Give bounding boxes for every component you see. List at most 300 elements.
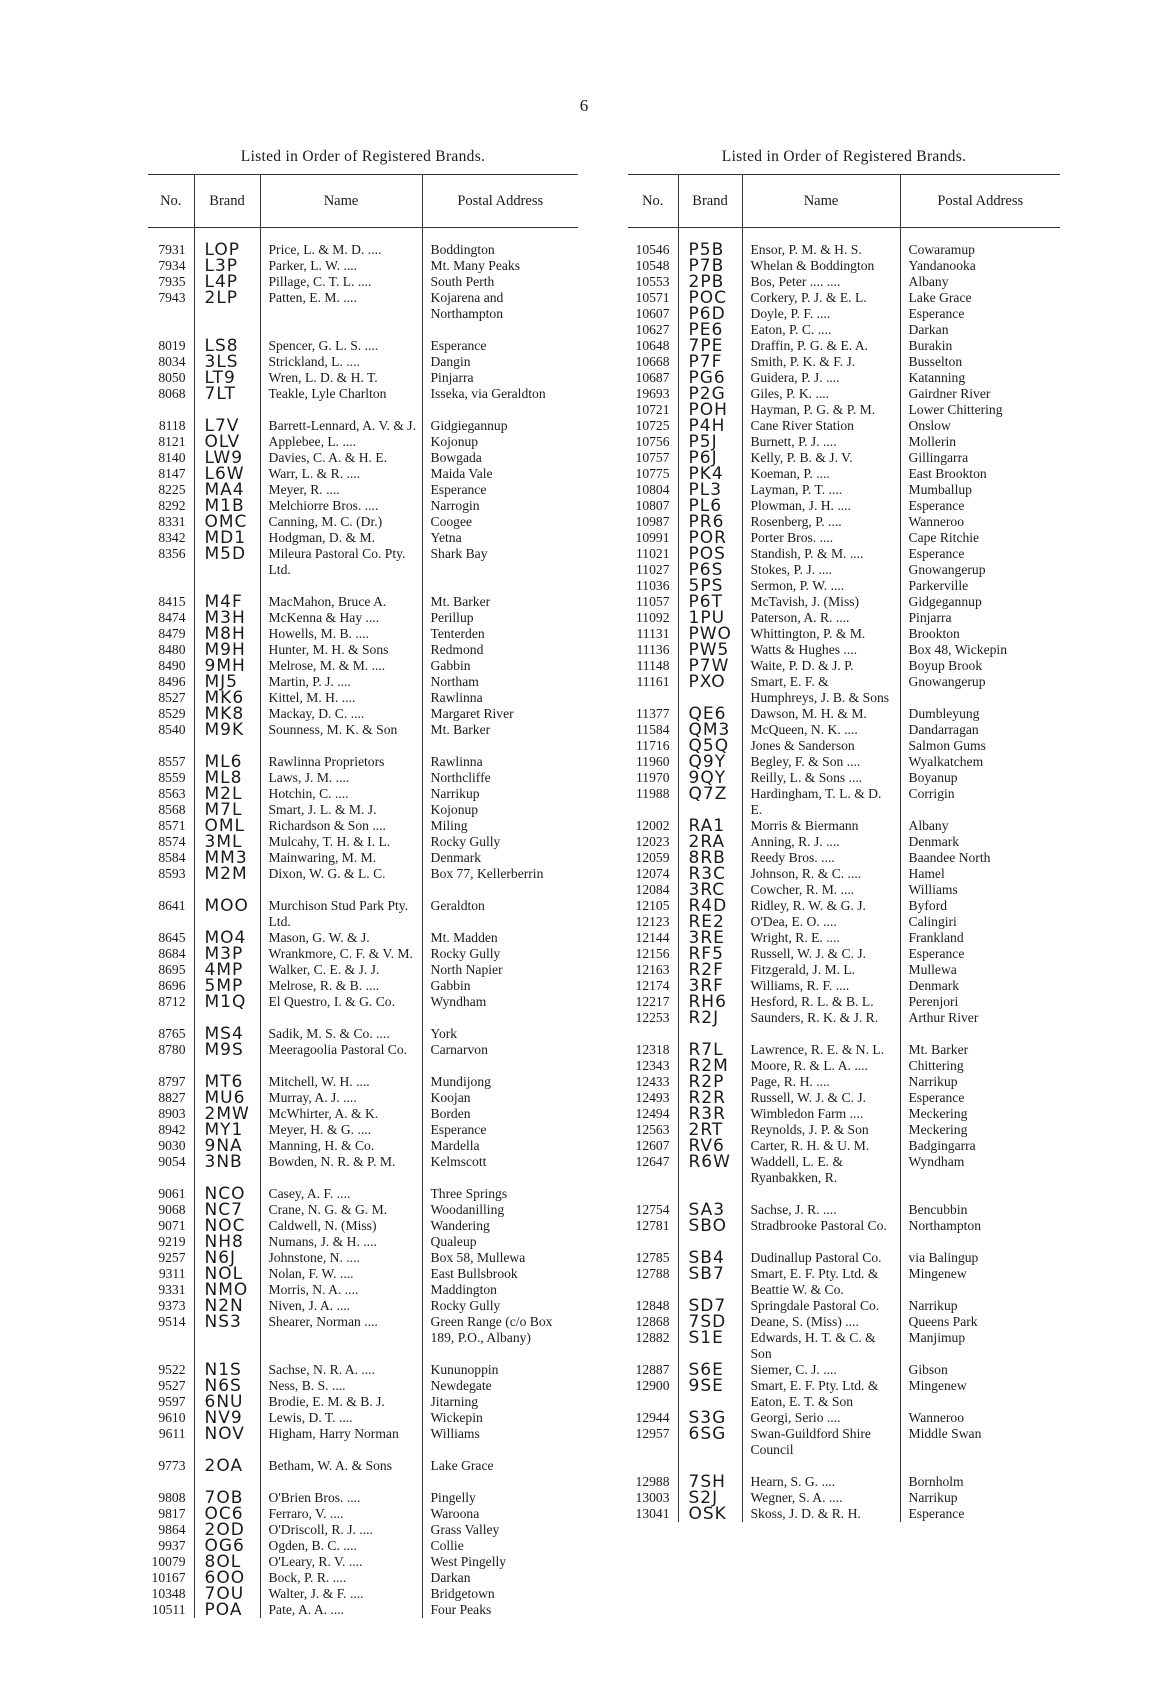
owner-name: Corkery, P. J. & E. L. [742, 290, 900, 306]
brand-mark: 7LT [194, 386, 260, 402]
brand-mark: 2PB [678, 274, 742, 290]
brand-column-header: Brand [194, 175, 260, 228]
postal-address: Pingelly [422, 1490, 578, 1506]
registration-number: 9061 [158, 1186, 186, 1201]
postal-address: Albany [900, 818, 1060, 834]
brand-mark: PL6 [678, 498, 742, 514]
brand-mark: 6NU [194, 1394, 260, 1410]
table-row [148, 1314, 578, 1346]
owner-name: Numans, J. & H. .... [260, 1234, 422, 1250]
table-row [628, 1378, 1060, 1410]
postal-address: North Napier [422, 962, 578, 978]
postal-address: Wandering [422, 1218, 578, 1234]
brand-mark: NV9 [194, 1410, 260, 1426]
owner-name: Russell, W. J. & C. J. [742, 1090, 900, 1106]
owner-name: Ogden, B. C. .... [260, 1538, 422, 1554]
registration-number: 8331 [158, 514, 186, 529]
brand-mark: NMO [194, 1282, 260, 1298]
registration-number: 10607 [635, 306, 670, 321]
registration-number: 12882 [635, 1330, 670, 1345]
brand-mark: PWO [678, 626, 742, 642]
owner-name: Saunders, R. K. & J. R. [742, 1010, 900, 1026]
registration-number: 9610 [158, 1410, 186, 1425]
table-row [628, 1330, 1060, 1362]
postal-address: Hamel [900, 866, 1060, 882]
postal-address: Yandanooka [900, 258, 1060, 274]
registration-number: 9331 [158, 1282, 186, 1297]
brand-mark: 7PE [678, 338, 742, 354]
postal-address: Pinjarra [900, 610, 1060, 626]
postal-address: Esperance [422, 482, 578, 498]
brand-mark: 4MP [194, 962, 260, 978]
brand-mark: POH [678, 402, 742, 418]
brand-mark: POR [678, 530, 742, 546]
postal-address: Borden [422, 1106, 578, 1122]
registration-number: 10553 [635, 274, 670, 289]
brand-mark: RE2 [678, 914, 742, 930]
owner-name: Canning, M. C. (Dr.) [260, 514, 422, 530]
no-column-header: No. [628, 175, 678, 228]
postal-address: Yetna [422, 530, 578, 546]
brand-mark: OML [194, 818, 260, 834]
owner-name: Hearn, S. G. .... [742, 1474, 900, 1490]
brand-mark: LW9 [194, 450, 260, 466]
brand-mark: QM3 [678, 722, 742, 738]
owner-name: Niven, J. A. .... [260, 1298, 422, 1314]
postal-address: Parkerville [900, 578, 1060, 594]
registration-number: 10627 [635, 322, 670, 337]
postal-address: Bornholm [900, 1474, 1060, 1490]
postal-address: Wyndham [422, 994, 578, 1010]
brand-mark: ML8 [194, 770, 260, 786]
registration-number: 8712 [158, 994, 186, 1009]
postal-address: Gidgiegannup [422, 418, 578, 434]
owner-name: Walter, J. & F. .... [260, 1586, 422, 1602]
owner-name: Shearer, Norman .... [260, 1314, 422, 1346]
owner-name: Siemer, C. J. .... [742, 1362, 900, 1378]
brand-mark: 7OB [194, 1490, 260, 1506]
registration-number: 13041 [635, 1506, 670, 1521]
brand-mark: P5B [678, 228, 742, 259]
owner-name: McKenna & Hay .... [260, 610, 422, 626]
owner-name: Cowcher, R. M. .... [742, 882, 900, 898]
registration-number: 11057 [636, 594, 670, 609]
postal-address: Kojarena and Northampton [422, 290, 578, 322]
owner-name: Smith, P. K. & F. J. [742, 354, 900, 370]
owner-name: Bos, Peter .... .... [742, 274, 900, 290]
brand-mark: N6J [194, 1250, 260, 1266]
owner-name: Teakle, Lyle Charlton [260, 386, 422, 402]
registration-number: 10991 [635, 530, 670, 545]
owner-name: Deane, S. (Miss) .... [742, 1314, 900, 1330]
postal-address: East Bullsbrook [422, 1266, 578, 1282]
brand-mark: NOV [194, 1426, 260, 1442]
brand-mark: M1B [194, 498, 260, 514]
postal-address: Narrikup [900, 1298, 1060, 1314]
owner-name: Lewis, D. T. .... [260, 1410, 422, 1426]
owner-name: Rawlinna Proprietors [260, 754, 422, 770]
brand-mark: M1Q [194, 994, 260, 1010]
brand-mark: M9S [194, 1042, 260, 1058]
postal-address: Rawlinna [422, 754, 578, 770]
owner-name: Wren, L. D. & H. T. [260, 370, 422, 386]
registration-number: 8225 [158, 482, 186, 497]
registration-number: 12647 [635, 1154, 670, 1169]
registration-number: 8695 [158, 962, 186, 977]
owner-name: Mitchell, W. H. .... [260, 1074, 422, 1090]
postal-address: Williams [900, 882, 1060, 898]
registration-number: 8584 [158, 850, 186, 865]
table-row [628, 786, 1060, 818]
owner-name: Melchiorre Bros. .... [260, 498, 422, 514]
registration-number: 8641 [158, 898, 186, 913]
registration-number: 12253 [635, 1010, 670, 1025]
owner-name: Kelly, P. B. & J. V. [742, 450, 900, 466]
brand-mark: NH8 [194, 1234, 260, 1250]
postal-address: Redmond [422, 642, 578, 658]
brand-mark: S3G [678, 1410, 742, 1426]
owner-name: Melrose, R. & B. .... [260, 978, 422, 994]
brand-mark: MO4 [194, 930, 260, 946]
registration-number: 11136 [636, 642, 670, 657]
owner-name: Smart, J. L. & M. J. [260, 802, 422, 818]
brand-mark: POS [678, 546, 742, 562]
registration-number: 9071 [158, 1218, 186, 1233]
brand-mark: 9NA [194, 1138, 260, 1154]
owner-name: Skoss, J. D. & R. H. [742, 1506, 900, 1522]
registration-number: 8050 [158, 370, 186, 385]
postal-address: Williams [422, 1426, 578, 1442]
owner-name: Plowman, J. H. .... [742, 498, 900, 514]
postal-address: Frankland [900, 930, 1060, 946]
owner-name: Smart, E. F. Pty. Ltd. & Beattie W. & Co. [742, 1266, 900, 1298]
postal-address: Denmark [422, 850, 578, 866]
brand-mark: R4D [678, 898, 742, 914]
registration-number: 8540 [158, 722, 186, 737]
brand-mark: NOL [194, 1266, 260, 1282]
registration-number: 12059 [635, 850, 670, 865]
brand-mark: SA3 [678, 1202, 742, 1218]
postal-address: Waroona [422, 1506, 578, 1522]
postal-address: Cowaramup [900, 228, 1060, 259]
postal-address: Geraldton [422, 898, 578, 930]
owner-name: Draffin, P. G. & E. A. [742, 338, 900, 354]
brand-mark: MT6 [194, 1074, 260, 1090]
registration-number: 9514 [158, 1314, 186, 1329]
postal-address: Boddington [422, 228, 578, 259]
brand-mark: NS3 [194, 1314, 260, 1346]
postal-address: Collie [422, 1538, 578, 1554]
postal-address: Mingenew [900, 1378, 1060, 1410]
registration-number: 12002 [635, 818, 670, 833]
postal-address: Northcliffe [422, 770, 578, 786]
brand-mark: M9H [194, 642, 260, 658]
postal-address: Lake Grace [422, 1458, 578, 1474]
postal-address: Boyanup [900, 770, 1060, 786]
postal-address: Box 77, Kellerberrin [422, 866, 578, 882]
owner-name: Reynolds, J. P. & Son [742, 1122, 900, 1138]
table-row [148, 1154, 578, 1170]
postal-address: Maddington [422, 1282, 578, 1298]
postal-address: Rawlinna [422, 690, 578, 706]
registration-number: 8121 [158, 434, 186, 449]
registration-number: 10807 [635, 498, 670, 513]
postal-address: Lower Chittering [900, 402, 1060, 418]
registration-number: 8019 [158, 338, 186, 353]
postal-address: Dandarragan [900, 722, 1060, 738]
registration-number: 10721 [635, 402, 670, 417]
registration-number: 10648 [635, 338, 670, 353]
registration-number: 8140 [158, 450, 186, 465]
postal-address: Esperance [422, 1122, 578, 1138]
postal-address: Rocky Gully [422, 1298, 578, 1314]
brand-mark: NOC [194, 1218, 260, 1234]
registration-number: 12163 [635, 962, 670, 977]
postal-address: Koojan [422, 1090, 578, 1106]
owner-name: Mason, G. W. & J. [260, 930, 422, 946]
brand-mark: P6T [678, 594, 742, 610]
owner-name: Meeragoolia Pastoral Co. [260, 1042, 422, 1058]
owner-name: Russell, W. J. & C. J. [742, 946, 900, 962]
left-column-heading: Listed in Order of Registered Brands. [240, 148, 486, 165]
postal-address: via Balingup [900, 1250, 1060, 1266]
brand-mark: 2LP [194, 290, 260, 322]
registration-number: 9054 [158, 1154, 186, 1169]
owner-name: Porter Bros. .... [742, 530, 900, 546]
registration-number: 12343 [635, 1058, 670, 1073]
postal-address: Gairdner River [900, 386, 1060, 402]
registration-number: 9611 [158, 1426, 186, 1441]
registration-number: 10548 [635, 258, 670, 273]
registration-number: 12788 [635, 1266, 670, 1281]
postal-address: Bowgada [422, 450, 578, 466]
brand-mark: LS8 [194, 338, 260, 354]
owner-name: Davies, C. A. & H. E. [260, 450, 422, 466]
table-row [628, 1266, 1060, 1298]
brand-mark: P2G [678, 386, 742, 402]
brand-mark: 7OU [194, 1586, 260, 1602]
owner-name: Cane River Station [742, 418, 900, 434]
postal-address: Queens Park [900, 1314, 1060, 1330]
brand-mark: S6E [678, 1362, 742, 1378]
owner-name: Bock, P. R. .... [260, 1570, 422, 1586]
postal-address: Gnowangerup [900, 562, 1060, 578]
postal-address: Denmark [900, 834, 1060, 850]
brand-mark: 2RA [678, 834, 742, 850]
postal-address: Isseka, via Geraldton [422, 386, 578, 402]
registration-number: 11584 [636, 722, 670, 737]
no-column-header: No. [148, 175, 194, 228]
owner-name: Morris & Biermann [742, 818, 900, 834]
owner-name: Waddell, L. E. & Ryanbakken, R. [742, 1154, 900, 1186]
brand-mark: 8OL [194, 1554, 260, 1570]
postal-address: Gidgegannup [900, 594, 1060, 610]
postal-address: Shark Bay [422, 546, 578, 578]
brand-mark: R2F [678, 962, 742, 978]
brand-mark: 2OD [194, 1522, 260, 1538]
postal-address: Meckering [900, 1122, 1060, 1138]
brand-mark: M2M [194, 866, 260, 882]
registration-number: 12174 [635, 978, 670, 993]
registration-number: 10079 [151, 1554, 186, 1569]
postal-address: Kununoppin [422, 1362, 578, 1378]
registration-number: 11131 [636, 626, 670, 641]
registration-number: 19693 [635, 386, 670, 401]
postal-address: Kelmscott [422, 1154, 578, 1170]
owner-name: El Questro, I. & G. Co. [260, 994, 422, 1010]
address-column-header: Postal Address [422, 175, 578, 228]
postal-address: Gnowangerup [900, 674, 1060, 706]
registration-number: 8827 [158, 1090, 186, 1105]
registration-number: 11027 [636, 562, 670, 577]
brand-mark: L3P [194, 258, 260, 274]
brand-mark: 3RE [678, 930, 742, 946]
registration-number: 12156 [635, 946, 670, 961]
table-row [148, 866, 578, 882]
registration-number: 10511 [152, 1602, 186, 1617]
postal-address: Wanneroo [900, 514, 1060, 530]
brand-mark: OMC [194, 514, 260, 530]
brand-mark: P5J [678, 434, 742, 450]
brand-mark: R2R [678, 1090, 742, 1106]
postal-address: Northampton [900, 1218, 1060, 1234]
registration-number: 12944 [635, 1410, 670, 1425]
owner-name: Johnstone, N. .... [260, 1250, 422, 1266]
registration-number: 12105 [635, 898, 670, 913]
brand-mark: MA4 [194, 482, 260, 498]
owner-name: Strickland, L. .... [260, 354, 422, 370]
owner-name: Caldwell, N. (Miss) [260, 1218, 422, 1234]
registration-number: 12493 [635, 1090, 670, 1105]
brand-mark: 9SE [678, 1378, 742, 1410]
brand-mark: P6D [678, 306, 742, 322]
brand-mark: QE6 [678, 706, 742, 722]
owner-name: Crane, N. G. & G. M. [260, 1202, 422, 1218]
registration-number: 8474 [158, 610, 186, 625]
owner-name: MacMahon, Bruce A. [260, 594, 422, 610]
registration-number: 8147 [158, 466, 186, 481]
brand-mark: M2L [194, 786, 260, 802]
owner-name: Casey, A. F. .... [260, 1186, 422, 1202]
owner-name: Nolan, F. W. .... [260, 1266, 422, 1282]
owner-name: Stokes, P. J. .... [742, 562, 900, 578]
postal-address: Box 48, Wickepin [900, 642, 1060, 658]
registration-number: 7931 [158, 242, 186, 257]
brand-mark: RA1 [678, 818, 742, 834]
postal-address: Narrikup [422, 786, 578, 802]
registration-number: 12607 [635, 1138, 670, 1153]
brand-mark: LOP [194, 228, 260, 259]
table-row [628, 674, 1060, 706]
registration-number: 10725 [635, 418, 670, 433]
brand-mark: 2MW [194, 1106, 260, 1122]
registration-number: 12563 [635, 1122, 670, 1137]
owner-name: Applebee, L. .... [260, 434, 422, 450]
brand-mark: M9K [194, 722, 260, 738]
brand-mark: NCO [194, 1186, 260, 1202]
postal-address: Esperance [422, 338, 578, 354]
brand-mark: S1E [678, 1330, 742, 1362]
owner-name: Dixon, W. G. & L. C. [260, 866, 422, 882]
registration-number: 10546 [635, 242, 670, 257]
brand-mark: L6W [194, 466, 260, 482]
owner-name: Melrose, M. & M. .... [260, 658, 422, 674]
registration-number: 11036 [636, 578, 670, 593]
brand-mark: RH6 [678, 994, 742, 1010]
registration-number: 8292 [158, 498, 186, 513]
registration-number: 10668 [635, 354, 670, 369]
registration-number: 12848 [635, 1298, 670, 1313]
registration-number: 8490 [158, 658, 186, 673]
registration-number: 9030 [158, 1138, 186, 1153]
registration-number: 8527 [158, 690, 186, 705]
postal-address: Baandee North [900, 850, 1060, 866]
brand-mark: MK6 [194, 690, 260, 706]
registration-number: 10571 [635, 290, 670, 305]
postal-address: Mt. Madden [422, 930, 578, 946]
postal-address: Rocky Gully [422, 834, 578, 850]
right-column-heading: Listed in Order of Registered Brands. [721, 148, 967, 165]
table-row [148, 228, 578, 259]
postal-address: Wickepin [422, 1410, 578, 1426]
brand-mark: 9QY [678, 770, 742, 786]
registration-number: 7935 [158, 274, 186, 289]
registration-number: 12144 [635, 930, 670, 945]
owner-name: McQueen, N. K. .... [742, 722, 900, 738]
postal-address: Esperance [900, 546, 1060, 562]
owner-name: Fitzgerald, J. M. L. [742, 962, 900, 978]
brand-mark: 5MP [194, 978, 260, 994]
postal-address: Darkan [900, 322, 1060, 338]
brand-mark: L7V [194, 418, 260, 434]
brand-mark: P7B [678, 258, 742, 274]
postal-address: Narrikup [900, 1490, 1060, 1506]
owner-name: Pillage, C. T. L. .... [260, 274, 422, 290]
postal-address: Chittering [900, 1058, 1060, 1074]
brand-mark: PXO [678, 674, 742, 706]
postal-address: Badgingarra [900, 1138, 1060, 1154]
registration-number: 10348 [151, 1586, 186, 1601]
owner-name: Walker, C. E. & J. J. [260, 962, 422, 978]
registration-number: 8529 [158, 706, 186, 721]
left-brands-table [148, 174, 578, 1618]
registration-number: 8563 [158, 786, 186, 801]
owner-name: O'Dea, E. O. .... [742, 914, 900, 930]
postal-address: Denmark [900, 978, 1060, 994]
registration-number: 9808 [158, 1490, 186, 1505]
owner-name: McWhirter, A. & K. [260, 1106, 422, 1122]
brand-mark: P6J [678, 450, 742, 466]
owner-name: Ness, B. S. .... [260, 1378, 422, 1394]
brand-mark: M3H [194, 610, 260, 626]
postal-address: Brookton [900, 626, 1060, 642]
brand-mark: MD1 [194, 530, 260, 546]
postal-address: Dangin [422, 354, 578, 370]
registration-number: 12957 [635, 1426, 670, 1441]
brand-mark: S2J [678, 1490, 742, 1506]
registration-number: 12023 [635, 834, 670, 849]
brand-mark: PR6 [678, 514, 742, 530]
postal-address: Mt. Many Peaks [422, 258, 578, 274]
owner-name: Stradbrooke Pastoral Co. [742, 1218, 900, 1234]
postal-address: Onslow [900, 418, 1060, 434]
brand-mark: SB7 [678, 1266, 742, 1298]
registration-number: 9219 [158, 1234, 186, 1249]
owner-name: Doyle, P. F. .... [742, 306, 900, 322]
postal-address: Mullewa [900, 962, 1060, 978]
registration-number: 10167 [151, 1570, 186, 1585]
registration-number: 8593 [158, 866, 186, 881]
